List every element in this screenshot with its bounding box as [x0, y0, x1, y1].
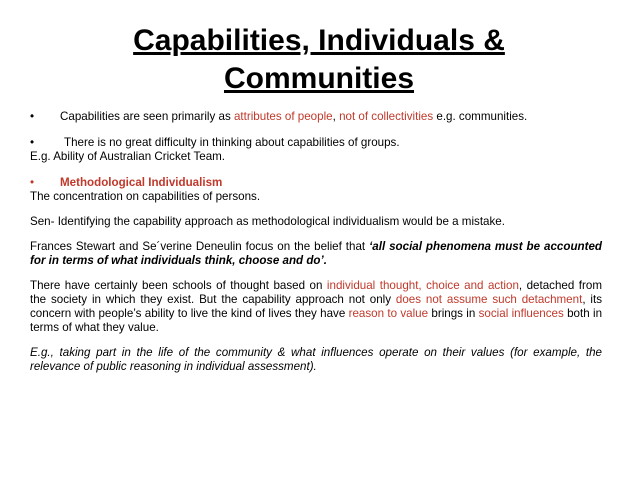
point1-text-b: e.g. communities.	[433, 110, 528, 123]
schools-text-4: brings in	[428, 307, 479, 320]
bullet-marker: •	[30, 110, 35, 123]
schools-text-3: , its concern with people’s ability to live the kind of lives they have	[30, 293, 602, 320]
schools-highlight-1: individual thought, choice and action	[326, 279, 519, 292]
bullet-marker: •	[30, 136, 35, 149]
point1-highlight-a: attributes of people	[233, 110, 333, 123]
stewart-quote: ‘all social phenomena must be accounted for in terms of what individuals think, choose and do’.	[30, 240, 602, 267]
schools-text-5: both in terms of what they value.	[30, 307, 603, 334]
slide-body	[30, 110, 602, 374]
point1-comma: ,	[332, 110, 340, 123]
schools-text-1: There have certainly been schools of thought based on	[30, 279, 327, 292]
schools-highlight-4: social influences	[478, 307, 564, 320]
slide-title	[60, 22, 578, 98]
bullet-point-3	[30, 176, 602, 190]
title-line-2: Communities	[223, 62, 415, 95]
point3-text: The concentration on capabilities of persons.	[30, 190, 261, 203]
bullet-point-2-text: There is no great difficulty in thinking about capabilities of groups.	[64, 136, 400, 149]
schools-paragraph	[30, 279, 602, 335]
bullet-point-3-heading: Methodological Individualism	[60, 176, 223, 189]
example-paragraph: E.g., taking part in the life of the community & what influences operate on their values (for example, the relevance of public reasoning in individual assessment).	[30, 346, 602, 373]
bullet-point-1	[30, 110, 602, 124]
schools-text-2: , detached from the society in which they exist. But the capability approach not only	[30, 279, 602, 306]
point1-highlight-b: not of collectivities	[339, 110, 434, 123]
title-line-1: Capabilities, Individuals &	[133, 24, 505, 57]
sen-paragraph: Sen- Identifying the capability approach as methodological individualism would be a mistake.	[30, 215, 505, 228]
bullet-point-2	[30, 136, 602, 150]
point1-text-a: Capabilities are seen primarily as	[60, 110, 234, 123]
stewart-paragraph	[30, 240, 602, 268]
bullet-point-1-text	[60, 110, 527, 124]
stewart-text: Frances Stewart and Se´verine Deneulin focus on the belief that	[30, 240, 370, 253]
bullet-marker: •	[30, 176, 35, 189]
schools-highlight-2: does not assume such detachment	[395, 293, 583, 306]
schools-highlight-3: reason to value	[348, 307, 429, 320]
point2-example: E.g. Ability of Australian Cricket Team.	[30, 150, 226, 163]
